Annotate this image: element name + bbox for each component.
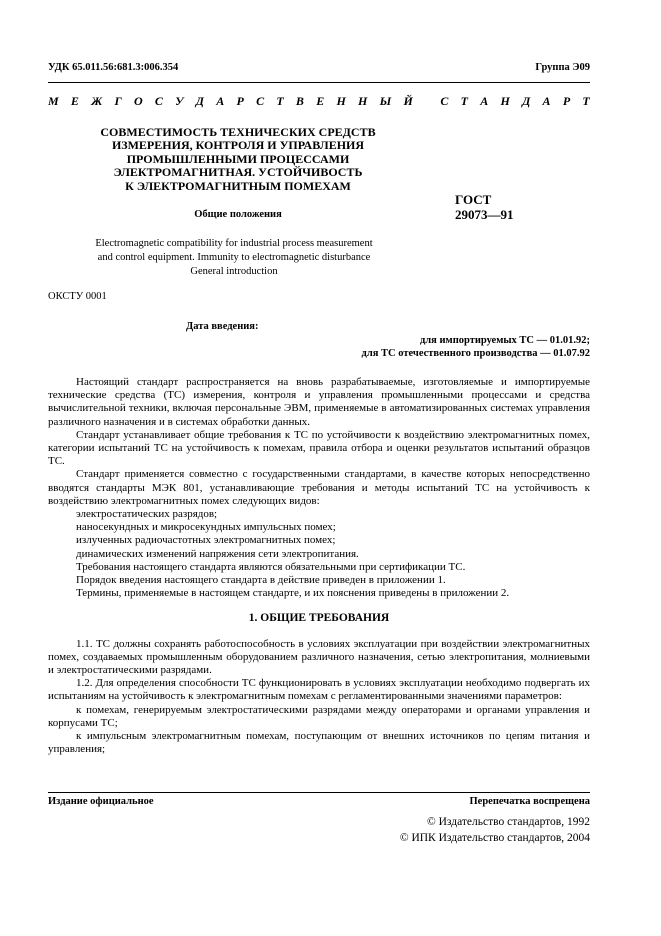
interstate-letter: Г bbox=[114, 94, 122, 108]
reprint-notice: Перепечатка воспрещена bbox=[469, 796, 590, 807]
interstate-letter: Ы bbox=[379, 94, 392, 108]
interstate-letter: Р bbox=[562, 94, 571, 108]
interstate-letter: Т bbox=[582, 94, 590, 108]
footer-rule bbox=[48, 792, 590, 793]
copyright-line: © ИПК Издательство стандартов, 2004 bbox=[399, 832, 590, 844]
english-title-line: Electromagnetic compatibility for industrial process measurement bbox=[95, 238, 373, 249]
paragraph: к помехам, генерируемым электростатическими разрядами между операторами и органами управления и корпусами ТС; bbox=[48, 703, 590, 729]
title-line: ПРОМЫШЛЕННЫМИ ПРОЦЕССАМИ bbox=[126, 151, 350, 166]
interstate-letter: Д bbox=[522, 94, 531, 108]
interstate-letter: Т bbox=[460, 94, 468, 108]
udk-code: УДК 65.011.56:681.3:006.354 bbox=[48, 62, 179, 73]
interstate-letter: Е bbox=[70, 94, 79, 108]
english-title bbox=[48, 237, 420, 279]
group-code: Группа Э09 bbox=[535, 62, 590, 73]
title-line: СОВМЕСТИМОСТЬ ТЕХНИЧЕСКИХ СРЕДСТВ bbox=[100, 125, 376, 139]
gost-number: 29073—91 bbox=[455, 207, 514, 222]
list-item: динамических изменений напряжения сети электропитания. bbox=[76, 547, 359, 560]
copyright-line: © Издательство стандартов, 1992 bbox=[426, 816, 590, 828]
interstate-letter: Р bbox=[236, 94, 244, 108]
interstate-letter: Н bbox=[336, 94, 346, 108]
interstate-letter: Й bbox=[403, 94, 413, 108]
interstate-letter: Ж bbox=[91, 94, 103, 108]
interstate-letter: А bbox=[542, 94, 551, 108]
interstate-letter: У bbox=[175, 94, 184, 108]
list-item: излученных радиочастотных электромагнитных помех; bbox=[76, 534, 336, 547]
effective-date-label: Дата введения: bbox=[186, 321, 259, 332]
interstate-letter: Е bbox=[316, 94, 325, 108]
interstate-letter: Т bbox=[276, 94, 284, 108]
paragraph: 1.2. Для определения способности ТС функционировать в условиях эксплуатации необходимо подвергать их испытаниям на устойчивость к электромагнитным помехам с регламентированными значениями параметров: bbox=[48, 677, 590, 703]
interstate-letter: С bbox=[256, 94, 265, 108]
title-line: К ЭЛЕКТРОМАГНИТНЫМ ПОМЕХАМ bbox=[125, 178, 351, 193]
interstate-letter: С bbox=[154, 94, 163, 108]
interstate-letter bbox=[425, 94, 428, 109]
paragraph: 1.1. ТС должны сохранять работоспособность в условиях эксплуатации при воздействии электромагнитных помех, создаваемых промышленным оборудованием различного назначения, сетью электропитания, молниевыми и электростатическими разрядами. bbox=[48, 637, 590, 677]
paragraph: Термины, применяемые в настоящем стандарте, и их пояснения приведены в приложении 2. bbox=[76, 587, 510, 600]
title-line: ЭЛЕКТРОМАГНИТНАЯ. УСТОЙЧИВОСТЬ bbox=[113, 165, 363, 180]
paragraph: Стандарт применяется совместно с государственными стандартами, в качестве которых непосредственно вводятся стандарты МЭК 801, устанавливающие требования и методы испытаний ТС на устойчивость к воздействию электромагнитных помех следующих видов: bbox=[48, 468, 590, 507]
interstate-letter: М bbox=[48, 94, 59, 108]
document-subtitle: Общие положения bbox=[194, 209, 282, 220]
interstate-letter: А bbox=[216, 94, 225, 108]
english-title-line: General introduction bbox=[190, 266, 278, 277]
effective-date-domestic: для ТС отечественного производства — 01.07.92 bbox=[361, 348, 590, 359]
effective-date-imported: для импортируемых ТС — 01.01.92; bbox=[419, 335, 590, 346]
document-title bbox=[72, 126, 404, 193]
section-heading: 1. ОБЩИЕ ТРЕБОВАНИЯ bbox=[248, 612, 390, 625]
interstate-letter: Н bbox=[358, 94, 368, 108]
header-rule bbox=[48, 82, 590, 83]
oksty-code: ОКСТУ 0001 bbox=[48, 291, 107, 302]
paragraph: Требования настоящего стандарта являются обязательными при сертификации ТС. bbox=[76, 560, 466, 573]
paragraph: Порядок введения настоящего стандарта в действие приведен в приложении 1. bbox=[76, 574, 446, 587]
gost-label: ГОСТ bbox=[455, 192, 492, 207]
interstate-standard-heading bbox=[48, 94, 590, 109]
edition-label: Издание официальное bbox=[48, 796, 154, 807]
interstate-letter: Д bbox=[195, 94, 204, 108]
paragraph: Стандарт устанавливает общие требования к ТС по устойчивости к воздействию электромагнитных помех, категории испытаний ТС на устойчивость к помехам, правила отбора и оценки результатов испытаний образцов ТС. bbox=[48, 428, 590, 468]
interstate-letter: Н bbox=[500, 94, 510, 108]
interstate-letter: А bbox=[480, 94, 489, 108]
list-item: наносекундных и микросекундных импульсных помех; bbox=[76, 521, 336, 534]
interstate-letter: С bbox=[440, 94, 449, 108]
interstate-letter: О bbox=[133, 94, 143, 108]
interstate-letter: В bbox=[295, 94, 304, 108]
english-title-line: and control equipment. Immunity to electromagnetic disturbance bbox=[97, 252, 371, 263]
title-line: ИЗМЕРЕНИЯ, КОНТРОЛЯ И УПРАВЛЕНИЯ bbox=[111, 138, 365, 153]
document-body bbox=[48, 376, 590, 756]
list-item: электростатических разрядов; bbox=[76, 508, 218, 521]
paragraph: Настоящий стандарт распространяется на вновь разрабатываемые, изготовляемые и импортируемые технические средства (ТС) измерения, контроля и управления промышленными процессами и средства вычислительной техники, включая персональные ЭВМ, применяемые в автоматизированных системах управления различного назначения и в системах обработки данных. bbox=[48, 376, 590, 428]
paragraph: к импульсным электромагнитным помехам, поступающим от внешних источников по цепям питания и управления; bbox=[48, 730, 590, 756]
